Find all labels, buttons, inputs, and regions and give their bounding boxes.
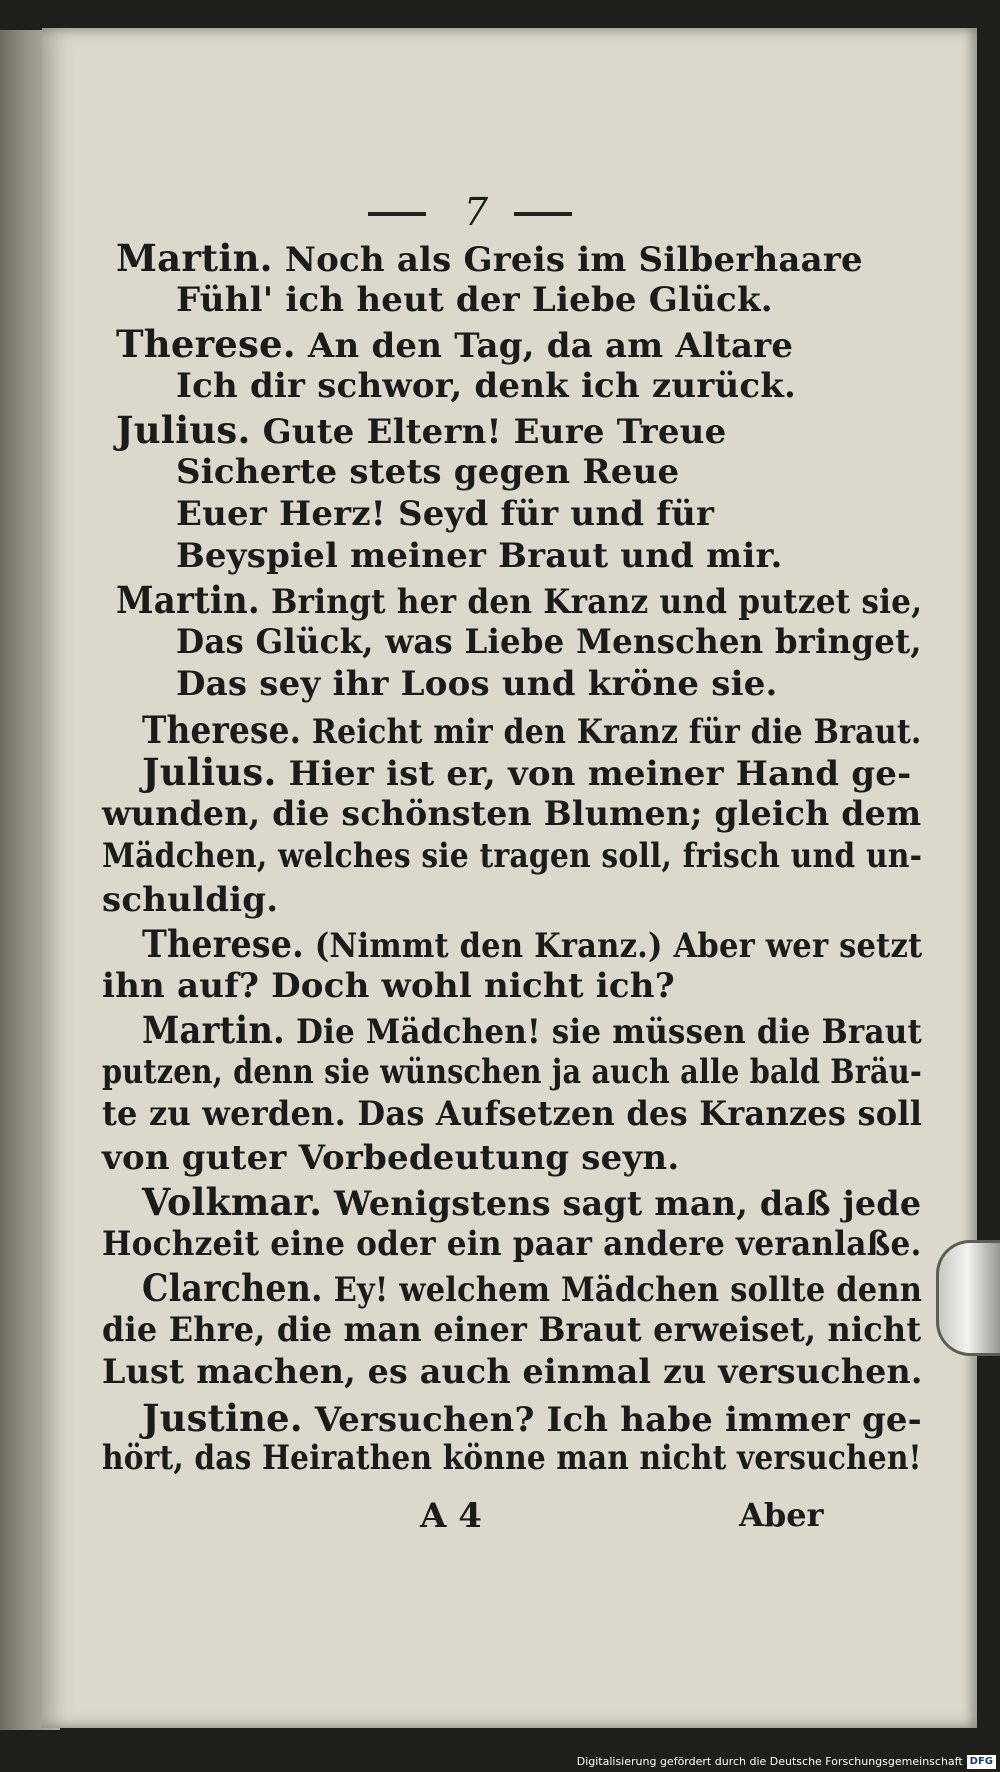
line-text: Fühl' ich heut der Liebe Glück.	[176, 280, 773, 320]
line-text: von guter Vorbedeutung seyn.	[102, 1138, 680, 1178]
text-line	[102, 966, 675, 1006]
line-text: hört, das Heirathen könne man nicht versuchen!	[102, 1438, 922, 1478]
text-line	[116, 236, 863, 280]
text-line	[102, 836, 922, 876]
speaker-name: Therese.	[142, 922, 304, 966]
page-text	[42, 28, 977, 1728]
line-text: Reicht mir den Kranz für die Braut.	[311, 712, 922, 752]
text-line	[102, 1438, 922, 1478]
speaker-name: Justine.	[142, 1396, 303, 1440]
text-line	[102, 1310, 921, 1350]
text-line	[116, 578, 922, 622]
line-text: Bringt her den Kranz und putzet sie,	[270, 582, 923, 622]
line-text: ihn auf? Doch wohl nicht ich?	[102, 966, 675, 1006]
page-number: 7	[463, 190, 489, 234]
text-line	[142, 1396, 922, 1440]
speaker-name: Julius.	[116, 408, 251, 452]
text-line	[102, 1138, 679, 1178]
speaker-name: Martin.	[116, 236, 273, 280]
text-line	[116, 408, 726, 452]
line-text: Ich dir schwor, denk ich zurück.	[176, 366, 797, 406]
line-text: Die Mädchen! sie müssen die Braut	[295, 1012, 922, 1052]
text-line	[176, 664, 778, 704]
line-text: Das sey ihr Loos und kröne sie.	[176, 664, 778, 704]
text-line	[142, 1180, 921, 1224]
line-text: Wenigstens sagt man, daß jede	[333, 1184, 922, 1224]
line-text: Mädchen, welches sie tragen soll, frisch und un-	[102, 836, 923, 876]
text-line	[102, 1052, 922, 1092]
text-line	[142, 1266, 922, 1310]
text-line	[142, 922, 922, 966]
line-text: Sicherte stets gegen Reue	[176, 452, 680, 492]
book-page	[42, 28, 977, 1728]
line-text: (Nimmt den Kranz.) Aber wer setzt	[314, 926, 923, 966]
line-text: Das Glück, was Liebe Menschen bringet,	[176, 622, 922, 662]
text-line	[176, 622, 922, 662]
speaker-name: Volkmar.	[142, 1180, 323, 1224]
text-line	[142, 1008, 922, 1052]
line-text: putzen, denn sie wünschen ja auch alle bald Bräu-	[102, 1052, 922, 1092]
text-line	[102, 1352, 923, 1392]
text-line	[142, 750, 911, 794]
text-line	[176, 280, 773, 320]
line-text: die Ehre, die man einer Braut erweiset, nicht	[102, 1310, 922, 1350]
speaker-name: Therese.	[142, 708, 302, 752]
line-text: Hochzeit eine oder ein paar andere veranlaße.	[102, 1224, 922, 1264]
text-line	[102, 880, 278, 920]
text-line	[116, 322, 793, 366]
line-text: wunden, die schönsten Blumen; gleich dem	[102, 794, 922, 834]
speaker-name: Therese.	[116, 322, 296, 366]
text-line	[102, 794, 921, 834]
speaker-name: Clarchen.	[142, 1266, 323, 1310]
line-text: Beyspiel meiner Braut und mir.	[176, 536, 783, 576]
speaker-name: Julius.	[142, 750, 277, 794]
line-text: Lust machen, es auch einmal zu versuchen.	[102, 1352, 923, 1392]
dfg-logo: DFG	[967, 1755, 996, 1769]
line-text: Noch als Greis im Silberhaare	[284, 240, 863, 280]
speaker-name: Martin.	[116, 578, 260, 622]
text-line	[176, 536, 782, 576]
line-text: An den Tag, da am Altare	[307, 326, 794, 366]
text-line	[176, 494, 714, 534]
speaker-name: Martin.	[142, 1008, 285, 1052]
line-text: Versuchen? Ich habe immer ge-	[314, 1400, 922, 1440]
line-text: Ey! welchem Mädchen sollte denn	[333, 1270, 923, 1310]
catchword: Aber	[739, 1496, 824, 1534]
credit-text: Digitalisierung gefördert durch die Deutsche Forschungsgemeinschaft	[576, 1755, 963, 1768]
page-clip	[936, 1240, 1000, 1356]
line-text: Gute Eltern! Eure Treue	[262, 412, 727, 452]
line-text: te zu werden. Das Aufsetzen des Kranzes soll	[102, 1094, 923, 1134]
signature-mark: A 4	[420, 1496, 482, 1536]
text-line	[176, 366, 796, 406]
text-line	[142, 708, 922, 752]
text-line	[102, 1094, 922, 1134]
digitization-credit	[560, 1751, 1000, 1772]
line-text: schuldig.	[102, 880, 279, 920]
text-line	[176, 452, 679, 492]
line-text: Euer Herz! Seyd für und für	[176, 494, 715, 534]
text-line	[102, 1224, 922, 1264]
line-text: Hier ist er, von meiner Hand ge-	[288, 754, 912, 794]
